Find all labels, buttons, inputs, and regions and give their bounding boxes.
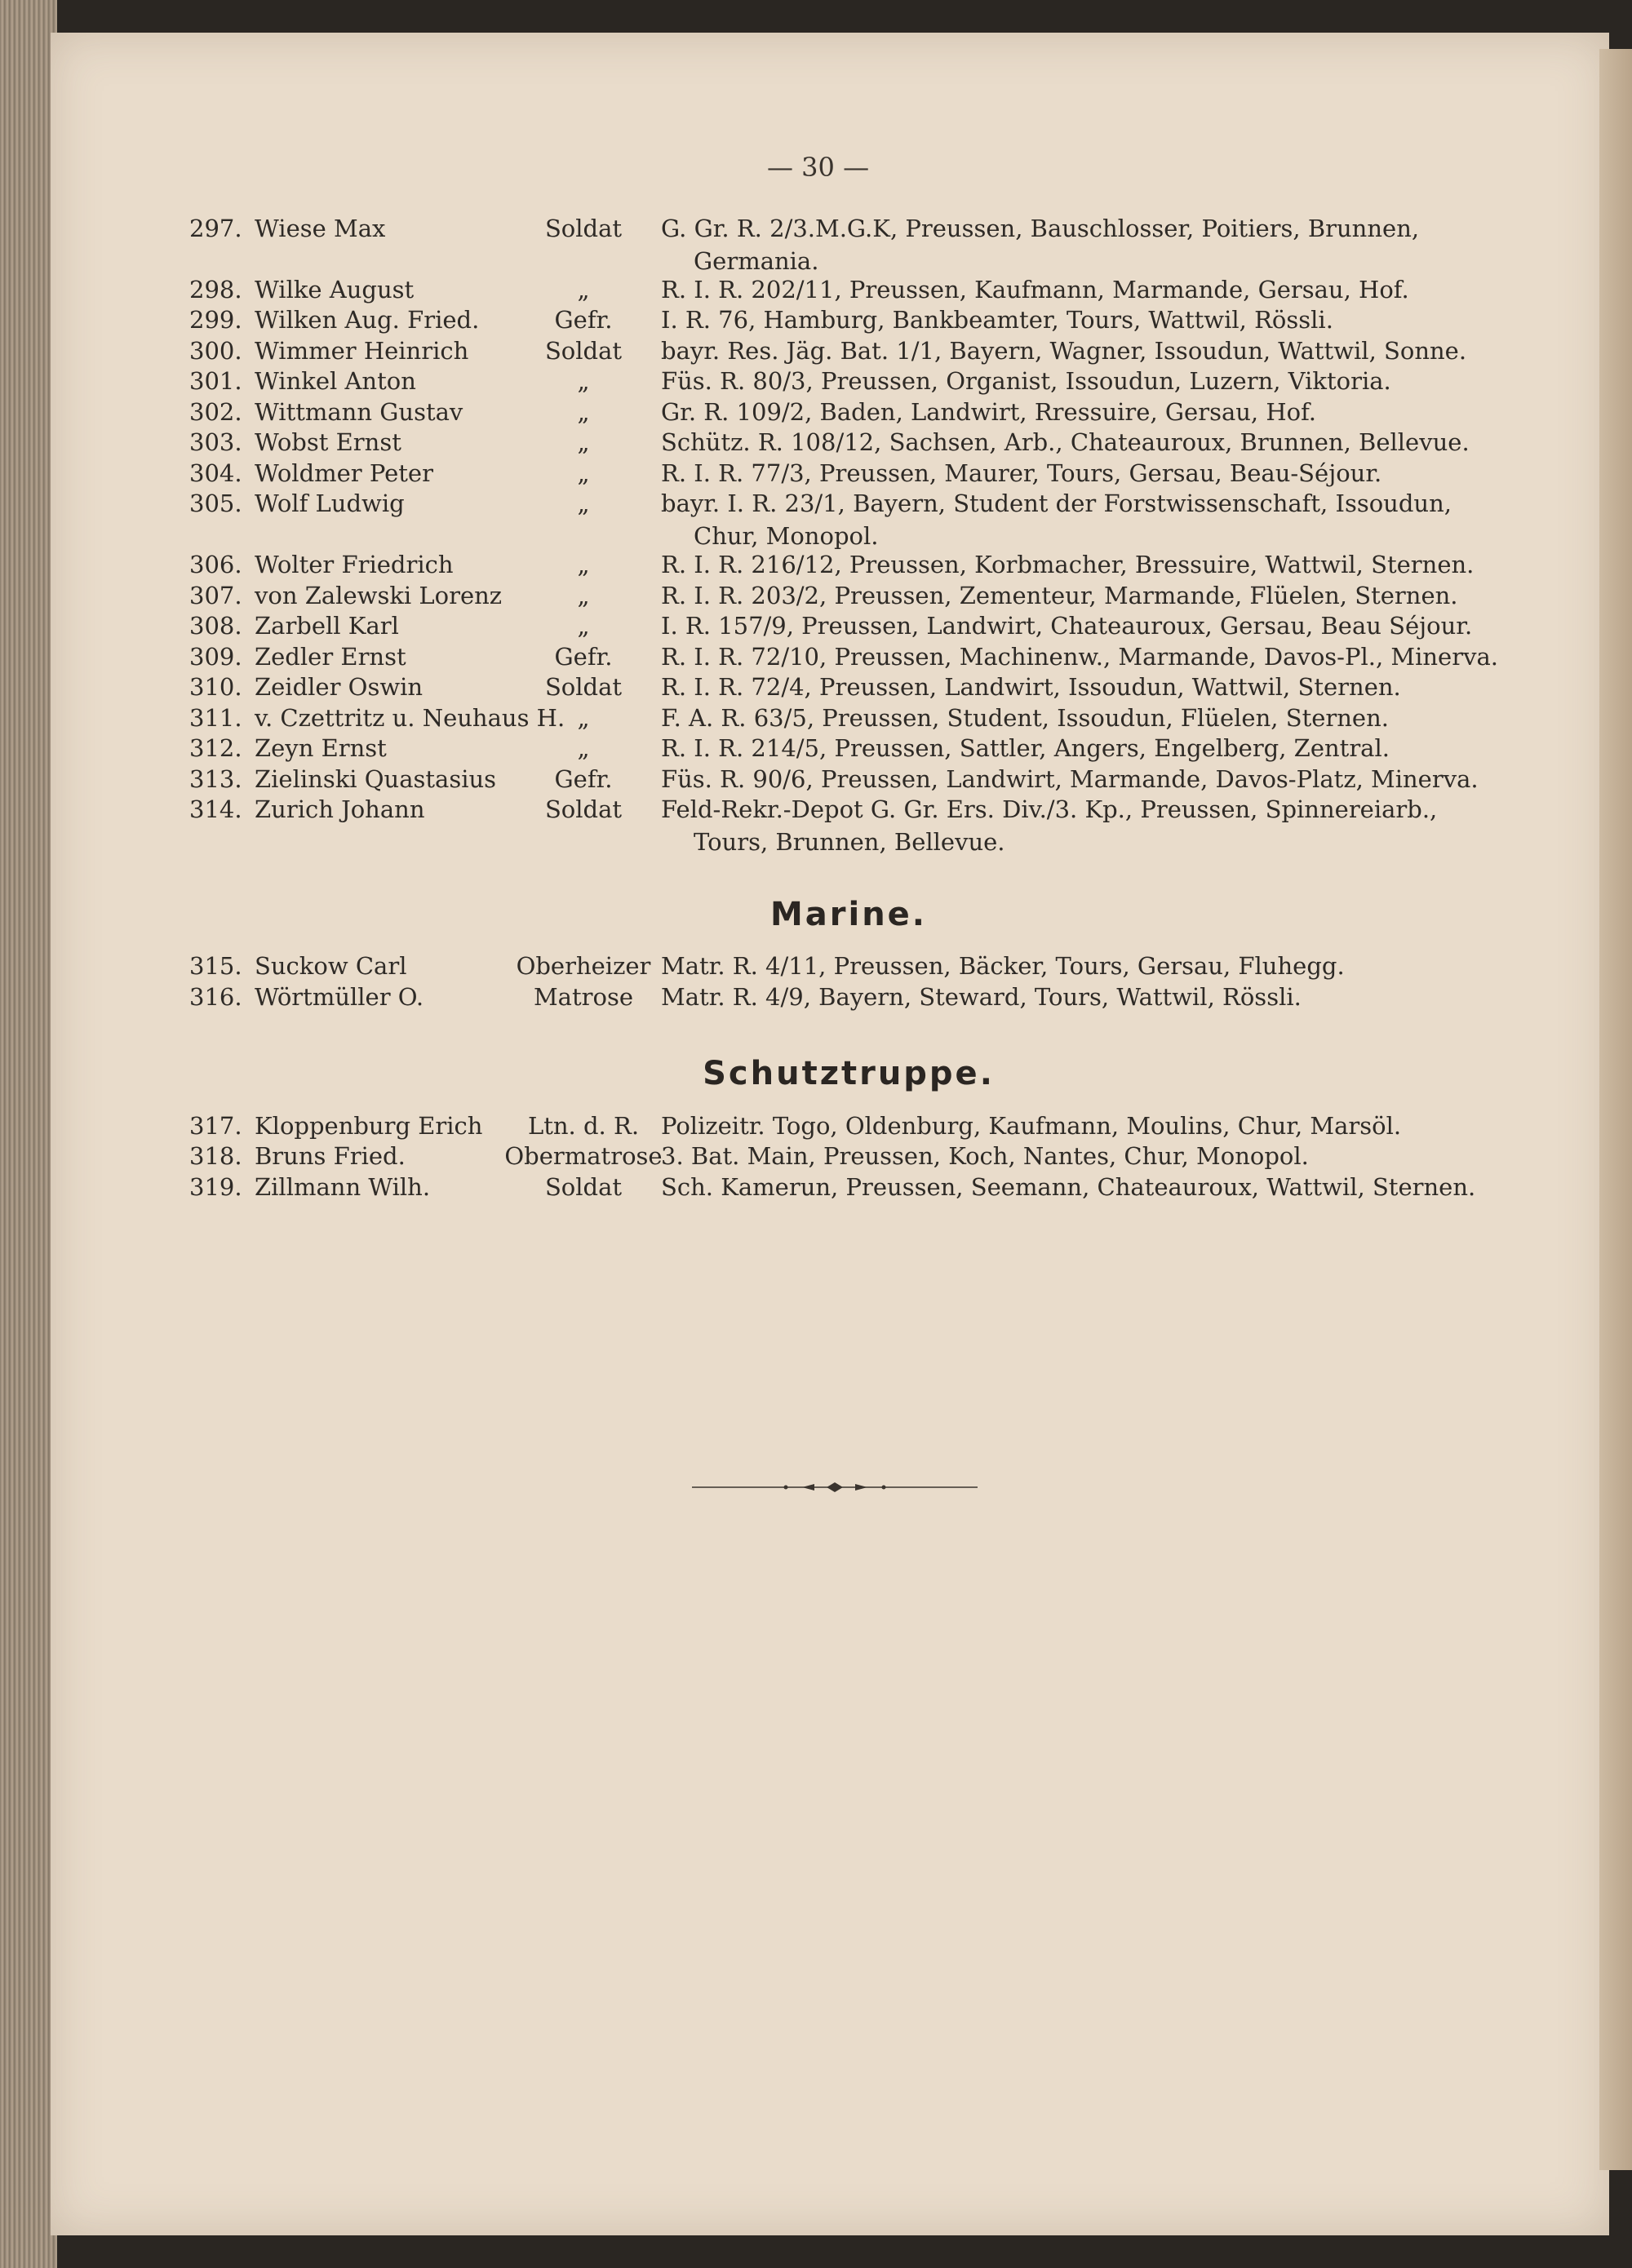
entry-row bbox=[0, 367, 1599, 402]
entry-details: R. I. R. 203/2, Preussen, Zementeur, Marmande, Flüelen, Sternen. bbox=[661, 582, 1458, 609]
entry-name: Wörtmüller O. bbox=[255, 983, 424, 1011]
entry-number: 312. bbox=[189, 734, 242, 762]
entry-number: 316. bbox=[189, 983, 242, 1011]
entry-name: Wiese Max bbox=[255, 215, 386, 242]
ornament-arrow bbox=[855, 1484, 867, 1491]
entry-number: 307. bbox=[189, 582, 242, 609]
entry-name: Zarbell Karl bbox=[255, 612, 399, 640]
ornament-diamond bbox=[827, 1482, 843, 1492]
entry-name: Winkel Anton bbox=[255, 367, 416, 395]
entry-rank: Soldat bbox=[544, 1173, 623, 1201]
entry-rank: Soldat bbox=[544, 337, 623, 365]
entry-row bbox=[0, 308, 1599, 341]
entry-row bbox=[0, 673, 1599, 708]
entry-name: Bruns Fried. bbox=[255, 1142, 406, 1170]
entry-number: 311. bbox=[189, 704, 242, 732]
page-number: — 30 — bbox=[767, 152, 870, 183]
entry-rank: „ bbox=[577, 398, 590, 426]
entry-row bbox=[0, 553, 1599, 586]
entry-number: 308. bbox=[189, 612, 242, 640]
entry-rank: Gefr. bbox=[554, 765, 613, 793]
entry-details: Füs. R. 80/3, Preussen, Organist, Issoudun, Luzern, Viktoria. bbox=[661, 367, 1391, 395]
entry-details: Gr. R. 109/2, Baden, Landwirt, Rressuire, Gersau, Hof. bbox=[661, 398, 1317, 426]
entry-number: 310. bbox=[189, 673, 242, 701]
ornament-arrow bbox=[802, 1484, 814, 1491]
entry-number: 309. bbox=[189, 643, 242, 671]
entry-rank: „ bbox=[577, 612, 590, 640]
entry-name: Zeidler Oswin bbox=[255, 673, 424, 701]
entry-number: 302. bbox=[189, 398, 242, 426]
entry-number: 300. bbox=[189, 337, 242, 365]
entry-name: Wilke August bbox=[255, 276, 415, 303]
entry-rank: „ bbox=[577, 704, 590, 732]
entry-details: Schütz. R. 108/12, Sachsen, Arb., Chateauroux, Brunnen, Bellevue. bbox=[661, 428, 1470, 456]
entry-rank: Ltn. d. R. bbox=[527, 1112, 640, 1140]
entry-number: 313. bbox=[189, 765, 242, 793]
entry-row bbox=[0, 1142, 1599, 1177]
entry-details: Polizeitr. Togo, Oldenburg, Kaufmann, Moulins, Chur, Marsöl. bbox=[661, 1112, 1402, 1140]
schutztruppe-heading: Schutztruppe. bbox=[703, 1055, 995, 1092]
entry-rank: „ bbox=[577, 367, 590, 395]
entry-rank: Soldat bbox=[544, 215, 623, 242]
entry-details-continued: Chur, Monopol. bbox=[694, 522, 879, 550]
entry-details: Feld-Rekr.-Depot G. Gr. Ers. Div./3. Kp., Preussen, Spinnereiarb., bbox=[661, 795, 1438, 823]
entry-number: 318. bbox=[189, 1142, 242, 1170]
entry-details: bayr. Res. Jäg. Bat. 1/1, Bayern, Wagner, Issoudun, Wattwil, Sonne. bbox=[661, 337, 1467, 365]
entry-rank: „ bbox=[577, 489, 590, 517]
entry-number: 297. bbox=[189, 215, 242, 242]
entry-details: Sch. Kamerun, Preussen, Seemann, Chateauroux, Wattwil, Sternen. bbox=[661, 1173, 1476, 1201]
entry-rank: „ bbox=[577, 734, 590, 762]
entry-name: Zedler Ernst bbox=[255, 643, 406, 671]
entry-details: I. R. 157/9, Preussen, Landwirt, Chateauroux, Gersau, Beau Séjour. bbox=[661, 612, 1473, 640]
entry-rank: Obermatrose bbox=[504, 1142, 663, 1170]
entry-row bbox=[0, 489, 1599, 525]
entry-details: R. I. R. 77/3, Preussen, Maurer, Tours, Gersau, Beau-Séjour. bbox=[661, 459, 1382, 487]
entry-name: Wilken Aug. Fried. bbox=[255, 306, 480, 334]
entry-row bbox=[0, 428, 1599, 463]
entry-number: 303. bbox=[189, 428, 242, 456]
entry-details: Matr. R. 4/11, Preussen, Bäcker, Tours, Gersau, Fluhegg. bbox=[661, 952, 1345, 980]
entry-details: Füs. R. 90/6, Preussen, Landwirt, Marmande, Davos-Platz, Minerva. bbox=[661, 765, 1479, 793]
entry-rank: Gefr. bbox=[554, 306, 613, 334]
entry-rank: „ bbox=[577, 459, 590, 487]
entry-details: R. I. R. 72/4, Preussen, Landwirt, Issoudun, Wattwil, Sternen. bbox=[661, 673, 1401, 701]
entry-name: Wolter Friedrich bbox=[255, 551, 454, 578]
end-ornament bbox=[692, 1482, 978, 1493]
entry-name: Wolf Ludwig bbox=[255, 489, 405, 517]
entry-details: 3. Bat. Main, Preussen, Koch, Nantes, Chur, Monopol. bbox=[661, 1142, 1309, 1170]
entry-details: R. I. R. 214/5, Preussen, Sattler, Angers, Engelberg, Zentral. bbox=[661, 734, 1390, 762]
entry-details: G. Gr. R. 2/3.M.G.K, Preussen, Bauschlosser, Poitiers, Brunnen, bbox=[661, 215, 1420, 242]
entry-details: Matr. R. 4/9, Bayern, Steward, Tours, Wattwil, Rössli. bbox=[661, 983, 1302, 1011]
entry-number: 317. bbox=[189, 1112, 242, 1140]
entry-name: Zurich Johann bbox=[255, 795, 425, 823]
entry-row bbox=[0, 1173, 1599, 1208]
ornament-dot bbox=[882, 1486, 886, 1490]
entry-name: Zeyn Ernst bbox=[255, 734, 387, 762]
entry-number: 306. bbox=[189, 551, 242, 578]
entry-row bbox=[0, 983, 1599, 1018]
entry-name: Wobst Ernst bbox=[255, 428, 401, 456]
entry-rank: Soldat bbox=[544, 673, 623, 701]
entry-row bbox=[0, 952, 1599, 987]
entry-row bbox=[0, 734, 1599, 769]
entry-number: 314. bbox=[189, 795, 242, 823]
entry-details: I. R. 76, Hamburg, Bankbeamter, Tours, Wattwil, Rössli. bbox=[661, 306, 1333, 334]
entry-number: 299. bbox=[189, 306, 242, 334]
entry-details: R. I. R. 216/12, Preussen, Korbmacher, Bressuire, Wattwil, Sternen. bbox=[661, 551, 1475, 578]
entry-number: 301. bbox=[189, 367, 242, 395]
entry-number: 315. bbox=[189, 952, 242, 980]
entry-row bbox=[0, 217, 1599, 250]
entry-rank: „ bbox=[577, 582, 590, 609]
entry-name: Wittmann Gustav bbox=[255, 398, 463, 426]
entry-rank: Soldat bbox=[544, 795, 623, 823]
entry-details: R. I. R. 72/10, Preussen, Machinenw., Marmande, Davos-Pl., Minerva. bbox=[661, 643, 1498, 671]
entry-rank: Oberheizer bbox=[516, 952, 651, 980]
entry-rank: Gefr. bbox=[554, 643, 613, 671]
entry-name: Wimmer Heinrich bbox=[255, 337, 469, 365]
entry-details: F. A. R. 63/5, Preussen, Student, Issoudun, Flüelen, Sternen. bbox=[661, 704, 1389, 732]
entry-number: 319. bbox=[189, 1173, 242, 1201]
entry-details-continued: Germania. bbox=[694, 247, 819, 275]
entry-details: R. I. R. 202/11, Preussen, Kaufmann, Marmande, Gersau, Hof. bbox=[661, 276, 1409, 303]
marine-heading: Marine. bbox=[769, 896, 928, 933]
entry-name: Kloppenburg Erich bbox=[255, 1112, 483, 1140]
entry-name: Zillmann Wilh. bbox=[255, 1173, 431, 1201]
entry-number: 298. bbox=[189, 276, 242, 303]
entry-rank: „ bbox=[577, 276, 590, 303]
entry-details: bayr. I. R. 23/1, Bayern, Student der Forstwissenschaft, Issoudun, bbox=[661, 489, 1452, 517]
entry-row bbox=[0, 795, 1599, 831]
entry-row bbox=[0, 614, 1599, 647]
ornament-dot bbox=[784, 1486, 788, 1490]
entry-name: Woldmer Peter bbox=[255, 459, 433, 487]
entry-rank: Matrose bbox=[533, 983, 633, 1011]
entry-name: v. Czettritz u. Neuhaus H. bbox=[255, 704, 565, 732]
entry-rank: „ bbox=[577, 551, 590, 578]
entry-number: 305. bbox=[189, 489, 242, 517]
entry-name: von Zalewski Lorenz bbox=[255, 582, 503, 609]
entry-number: 304. bbox=[189, 459, 242, 487]
entry-name: Zielinski Quastasius bbox=[255, 765, 497, 793]
entry-details-continued: Tours, Brunnen, Bellevue. bbox=[694, 828, 1005, 856]
entry-rank: „ bbox=[577, 428, 590, 456]
facing-page-edge bbox=[1599, 49, 1632, 2170]
entry-name: Suckow Carl bbox=[255, 952, 407, 980]
